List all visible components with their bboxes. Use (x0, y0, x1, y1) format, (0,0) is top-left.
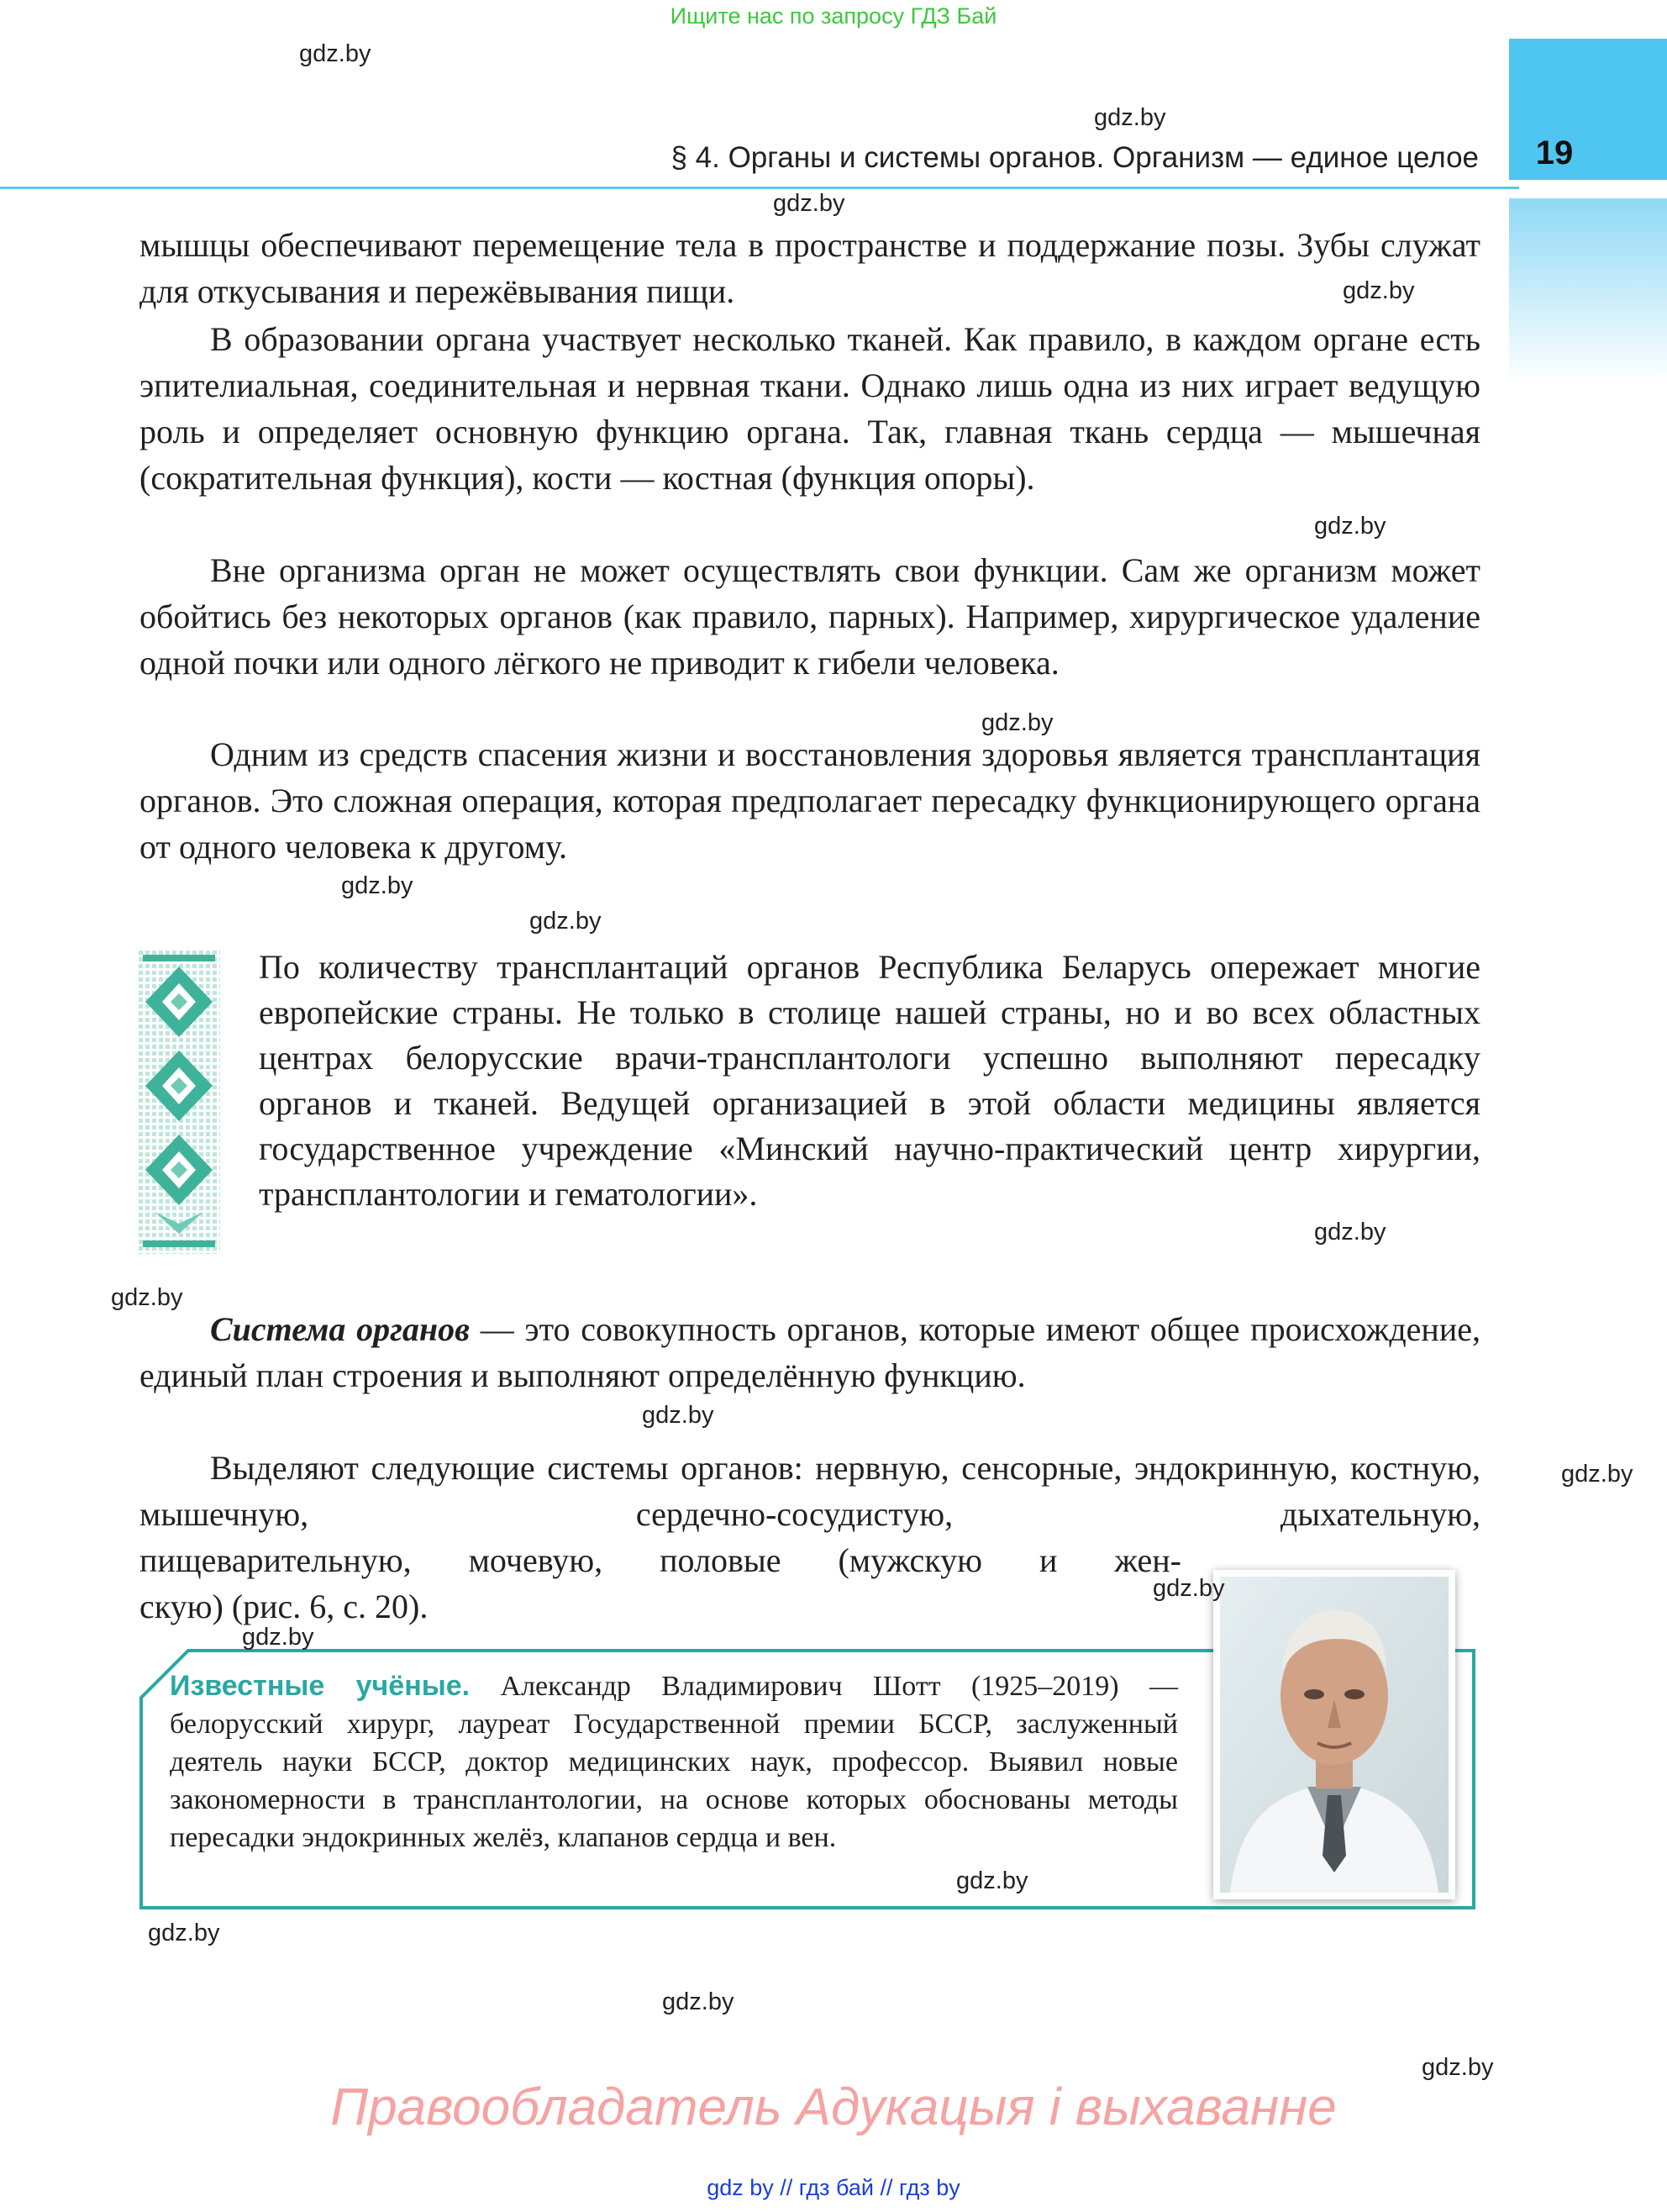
copyright-notice: Правообладатель Адукацыя і выхаванне (330, 2078, 1337, 2136)
paragraph-transplantation: Одним из средств спасения жизни и восстановления здоровья является трансплантация органов. Это сложная операция, которая предполагает пересадку функционирующего органа от одного человека к другому. (139, 735, 1480, 866)
page-number: 19 (1535, 134, 1574, 171)
watermark: gdz.by (956, 1867, 1028, 1894)
watermark: gdz.by (341, 872, 413, 899)
site-banner[interactable]: Ищите нас по запросу ГДЗ Бай (670, 3, 997, 29)
watermark: gdz.by (148, 1920, 220, 1946)
systems-line-3: скую) (рис. 6, с. 20). (139, 1588, 429, 1625)
watermark: gdz.by (1343, 277, 1415, 304)
famous-scientist-text (170, 1667, 1178, 1856)
paragraph-organ-tissues: В образовании органа участвует несколько тканей. Как правило, в каждом органе есть эпителиальная, соединительная и нервная ткани. Однако лишь одна из них играет ведущую роль и определяет основную функцию органа. Так, главная ткань сердца — мышечная (сократительная функция), кости — костная (функция опоры). (139, 320, 1480, 497)
watermark: gdz.by (242, 1624, 314, 1651)
belarusian-ornament-icon (138, 950, 220, 1254)
paragraph-organ-outside-body: Вне организма орган не может осуществлять свои функции. Сам же организм может обойтись без некоторых органов (как правило, парных). Например, хирургическое удаление одной почки или одного лёгкого не приводит к гибели человека. (139, 551, 1480, 682)
watermark: gdz.by (1314, 1219, 1386, 1246)
watermark: gdz.by (642, 1402, 714, 1429)
watermark: gdz.by (529, 908, 602, 935)
running-head: § 4. Органы и системы органов. Организм — единое целое (670, 141, 1479, 174)
watermark: gdz.by (1153, 1575, 1225, 1602)
watermark: gdz.by (1422, 2054, 1494, 2081)
watermark: gdz.by (662, 1988, 734, 2015)
paragraph-organ-system-definition (139, 1306, 1480, 1398)
belarus-transplant-fact: По количеству трансплантаций органов Республика Беларусь опережает многие европейские страны. Не только в столице нашей страны, но и во всех областных центрах белорусские врачи-трансплантологи успешно выполняют пересадку органов и тканей. Ведущей организацией в этой области медицины является государственное учреждение «Минский научно-практический центр хирургии, трансплантологии и гематологии». (259, 948, 1480, 1213)
watermark: gdz.by (773, 190, 845, 217)
portrait-image (1213, 1570, 1455, 1899)
term-organ-system: Система органов (210, 1310, 470, 1348)
footer-links[interactable]: gdz by // гдз бай // гдз by (707, 2175, 960, 2200)
famous-scientists-heading: Известные учёные. (170, 1670, 471, 1702)
definition-text: — это совокупность органов, которые имеют общее происхождение, единый план строения и выполняют определённую функцию. (139, 1310, 1480, 1394)
watermark: gdz.by (1314, 513, 1386, 540)
header-rule (0, 187, 1519, 189)
page-tab-fade (1509, 198, 1667, 383)
systems-line-2: пищеварительную, мочевую, половые (мужскую и жен- (139, 1541, 1181, 1579)
watermark: gdz.by (1561, 1461, 1633, 1488)
watermark: gdz.by (111, 1284, 183, 1311)
watermark: gdz.by (981, 709, 1054, 736)
paragraph-muscles-teeth: мышцы обеспечивают перемещение тела в пространстве и поддержание позы. Зубы служат для откусывания и пережёвывания пищи. (139, 226, 1480, 310)
watermark: gdz.by (1094, 104, 1166, 131)
systems-line-1: Выделяют следующие системы органов: нервную, сенсорные, эндокринную, костную, мышечную, сердечно-сосудистую, дыхательную, (139, 1449, 1480, 1533)
watermark: gdz.by (299, 40, 371, 67)
scientist-bio: Александр Владимирович Шотт (1925–2019) — белорусский хирург, лауреат Государственной премии БССР, заслуженный деятель науки БССР, доктор медицинских наук, профессор. Выявил новые закономерности в трансплантологии, на основе которых обоснованы методы пересадки эндокринных желёз, клапанов сердца и вен. (170, 1671, 1178, 1853)
